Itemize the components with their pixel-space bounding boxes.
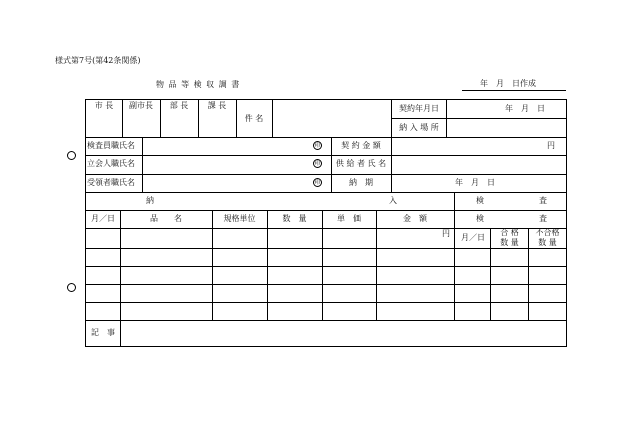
col-amount: 金 額 [403, 214, 427, 223]
inspector-label: 検査員職氏名 [87, 141, 135, 150]
witness-seal-icon: 印 [314, 160, 321, 167]
col-quantity: 数 量 [282, 214, 307, 223]
contract-amount-unit: 円 [547, 141, 555, 150]
delivery-place-label: 納 入 場 所 [399, 123, 439, 132]
witness-label: 立会人職氏名 [87, 159, 135, 168]
delivery-period-label: 納 期 [349, 178, 373, 187]
col-fail-quantity: 不合格 数 量 [535, 228, 560, 247]
remarks-label: 記 事 [91, 328, 115, 337]
receiver-label: 受領者職氏名 [87, 178, 135, 187]
date-underline [462, 90, 566, 91]
col-inspection-date: 月／日 [461, 233, 485, 242]
col-date: 月／日 [91, 214, 115, 223]
punch-hole-bottom [67, 283, 76, 292]
form-id: 様式第7号(第42条関係) [55, 56, 141, 65]
supplier-label: 供 給 者 氏 名 [335, 159, 387, 168]
delivery-header-left: 納 [146, 196, 154, 205]
inspection-header-right: 査 [539, 196, 547, 205]
col-item-name: 品 名 [150, 214, 182, 223]
amount-yen-unit: 円 [442, 229, 450, 238]
inspection-subheader-left: 検 [476, 214, 484, 223]
delivery-period-value: 年 月 日 [455, 178, 495, 187]
col-spec-unit: 規格単位 [223, 214, 256, 223]
contract-date-label: 契約年月日 [399, 104, 439, 113]
approval-section-chief: 課 長 [207, 101, 227, 110]
punch-hole-top [67, 151, 76, 160]
contract-date-value: 年 月 日 [505, 104, 545, 113]
approval-mayor: 市 長 [94, 101, 114, 110]
approval-deputy-mayor: 副市長 [129, 101, 153, 110]
delivery-header-right: 入 [389, 196, 397, 205]
col-pass-quantity: 合 格 数 量 [500, 228, 519, 247]
approval-director: 部 長 [169, 101, 189, 110]
receiver-seal-icon: 印 [314, 179, 321, 186]
contract-amount-label: 契 約 金 額 [341, 141, 381, 150]
col-unit-price: 単 価 [337, 214, 361, 223]
document-title: 物 品 等 検 収 調 書 [156, 80, 241, 89]
date-created: 年 月 日作成 [480, 79, 536, 88]
inspector-seal-icon: 印 [314, 142, 321, 149]
inspection-subheader-right: 査 [539, 214, 547, 223]
inspection-header-left: 検 [476, 196, 484, 205]
subject-label: 件 名 [244, 114, 264, 123]
